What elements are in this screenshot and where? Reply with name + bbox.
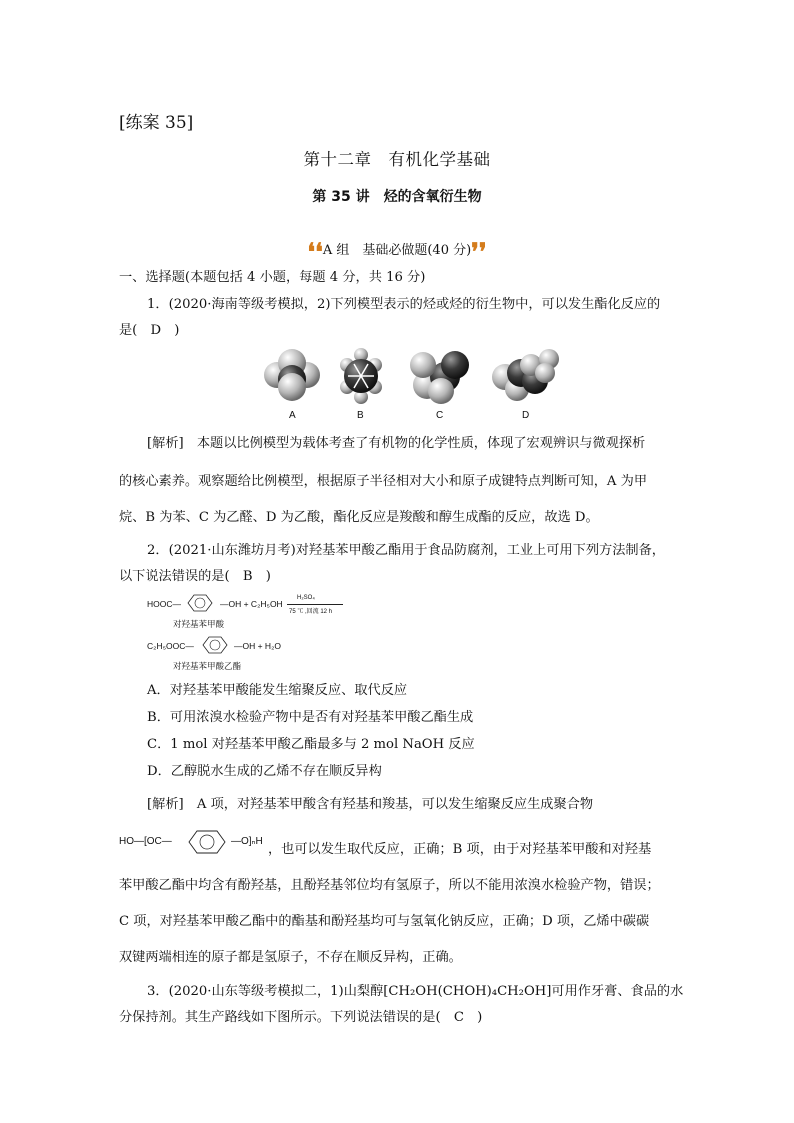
q2-stem-line1: 2．(2021·山东潍坊月考)对羟基苯甲酸乙酯用于食品防腐剂，工业上可用下列方法制备， bbox=[147, 543, 665, 558]
reaction-arrow bbox=[287, 604, 343, 605]
q2-option-c: C．1 mol 对羟基苯甲酸乙酯最多与 2 mol NaOH 反应 bbox=[147, 737, 475, 752]
catalyst-label: H₂SO₄ bbox=[297, 595, 315, 601]
q1-stem-line2: 是( D ) bbox=[119, 323, 180, 338]
model-label-b: B bbox=[357, 410, 364, 421]
q2-option-b: B．可用浓溴水检验产物中是否有对羟基苯甲酸乙酯生成 bbox=[147, 710, 474, 725]
product-formula-head: C₂H₅OOC— bbox=[147, 641, 194, 651]
lecture-title: 第 35 讲 烃的含氧衍生物 bbox=[312, 189, 482, 205]
q2-analysis-line1: [解析] A 项，对羟基苯甲酸含有羟基和羧基，可以发生缩聚反应生成聚合物 bbox=[147, 797, 594, 812]
model-label-a: A bbox=[289, 410, 296, 421]
q1-analysis-line1: [解析] 本题以比例模型为载体考查了有机物的化学性质，体现了宏观辨识与微观探析 bbox=[147, 436, 646, 451]
left-quote-icon: ❛❛ bbox=[307, 237, 323, 266]
q1-analysis-line3: 烷、B 为苯、C 为乙醛、D 为乙酸，酯化反应是羧酸和醇生成酯的反应，故选 D。 bbox=[119, 510, 599, 525]
q3-stem-line1: 3．(2020·山东等级考模拟二，1)山梨醇[CH₂OH(CHOH)₄CH₂OH]可用作牙膏、食品的水 bbox=[147, 984, 684, 999]
section-heading: 一、选择题(本题包括 4 小题，每题 4 分，共 16 分) bbox=[119, 270, 426, 285]
q2-analysis-line4: C 项，对羟基苯甲酸乙酯中的酯基和酚羟基均可与氢氧化钠反应，正确；D 项，乙烯中碳碳 bbox=[119, 914, 650, 929]
chapter-title: 第十二章 有机化学基础 bbox=[303, 150, 491, 169]
q2-option-a: A．对羟基苯甲酸能发生缩聚反应、取代反应 bbox=[147, 683, 408, 698]
q1-analysis-line2: 的核心素养。观察题给比例模型，根据原子半径相对大小和原子成键特点判断可知，A 为甲 bbox=[119, 474, 648, 489]
model-label-d: D bbox=[522, 410, 530, 421]
model-label-c: C bbox=[436, 410, 444, 421]
reactant-formula-head: HOOC— bbox=[147, 599, 181, 609]
q2-stem-line2: 以下说法错误的是( B ) bbox=[119, 569, 271, 584]
polymer-formula-right: —O]ₙH bbox=[231, 836, 263, 847]
methane-model bbox=[264, 349, 320, 401]
group-heading bbox=[0, 237, 794, 266]
q1-molecule-models bbox=[255, 343, 565, 423]
q2-analysis-line5: 双键两端相连的原子都是氢原子，不存在顺反异构，正确。 bbox=[119, 950, 462, 965]
acetic-acid-model bbox=[492, 349, 559, 401]
exercise-tag: [练案 35] bbox=[119, 113, 194, 133]
product-name: 对羟基苯甲酸乙酯 bbox=[173, 661, 242, 671]
benzene-ring-icon bbox=[181, 593, 219, 613]
polymer-formula-left: HO—[OC— bbox=[119, 836, 172, 847]
product-formula-tail: —OH + H₂O bbox=[234, 641, 281, 651]
reactant-formula-tail: —OH + C₂H₅OH bbox=[220, 599, 283, 609]
q2-option-d: D．乙醇脱水生成的乙烯不存在顺反异构 bbox=[147, 764, 382, 779]
right-quote-icon: ❜❜ bbox=[471, 237, 487, 266]
condition-label: 75 ℃ ,回流 12 h bbox=[289, 609, 333, 615]
q1-stem-line1: 1．(2020·海南等级考模拟，2)下列模型表示的烃或烃的衍生物中，可以发生酯化反应的 bbox=[147, 297, 661, 312]
group-title: A 组 基础必做题(40 分) bbox=[322, 243, 472, 258]
q2-analysis-line2: ，也可以发生取代反应，正确；B 项，由于对羟基苯甲酸和对羟基 bbox=[268, 842, 652, 857]
benzene-model bbox=[340, 348, 382, 404]
reactant-name: 对羟基苯甲酸 bbox=[173, 619, 225, 629]
q2-analysis-line3: 苯甲酸乙酯中均含有酚羟基，且酚羟基邻位均有氢原子，所以不能用浓溴水检验产物，错误； bbox=[119, 878, 660, 893]
benzene-ring-icon bbox=[196, 635, 234, 655]
q3-stem-line2: 分保持剂。其生产路线如下图所示。下列说法错误的是( C ) bbox=[119, 1010, 483, 1025]
acetaldehyde-model bbox=[410, 351, 469, 404]
benzene-ring-icon bbox=[183, 828, 231, 856]
